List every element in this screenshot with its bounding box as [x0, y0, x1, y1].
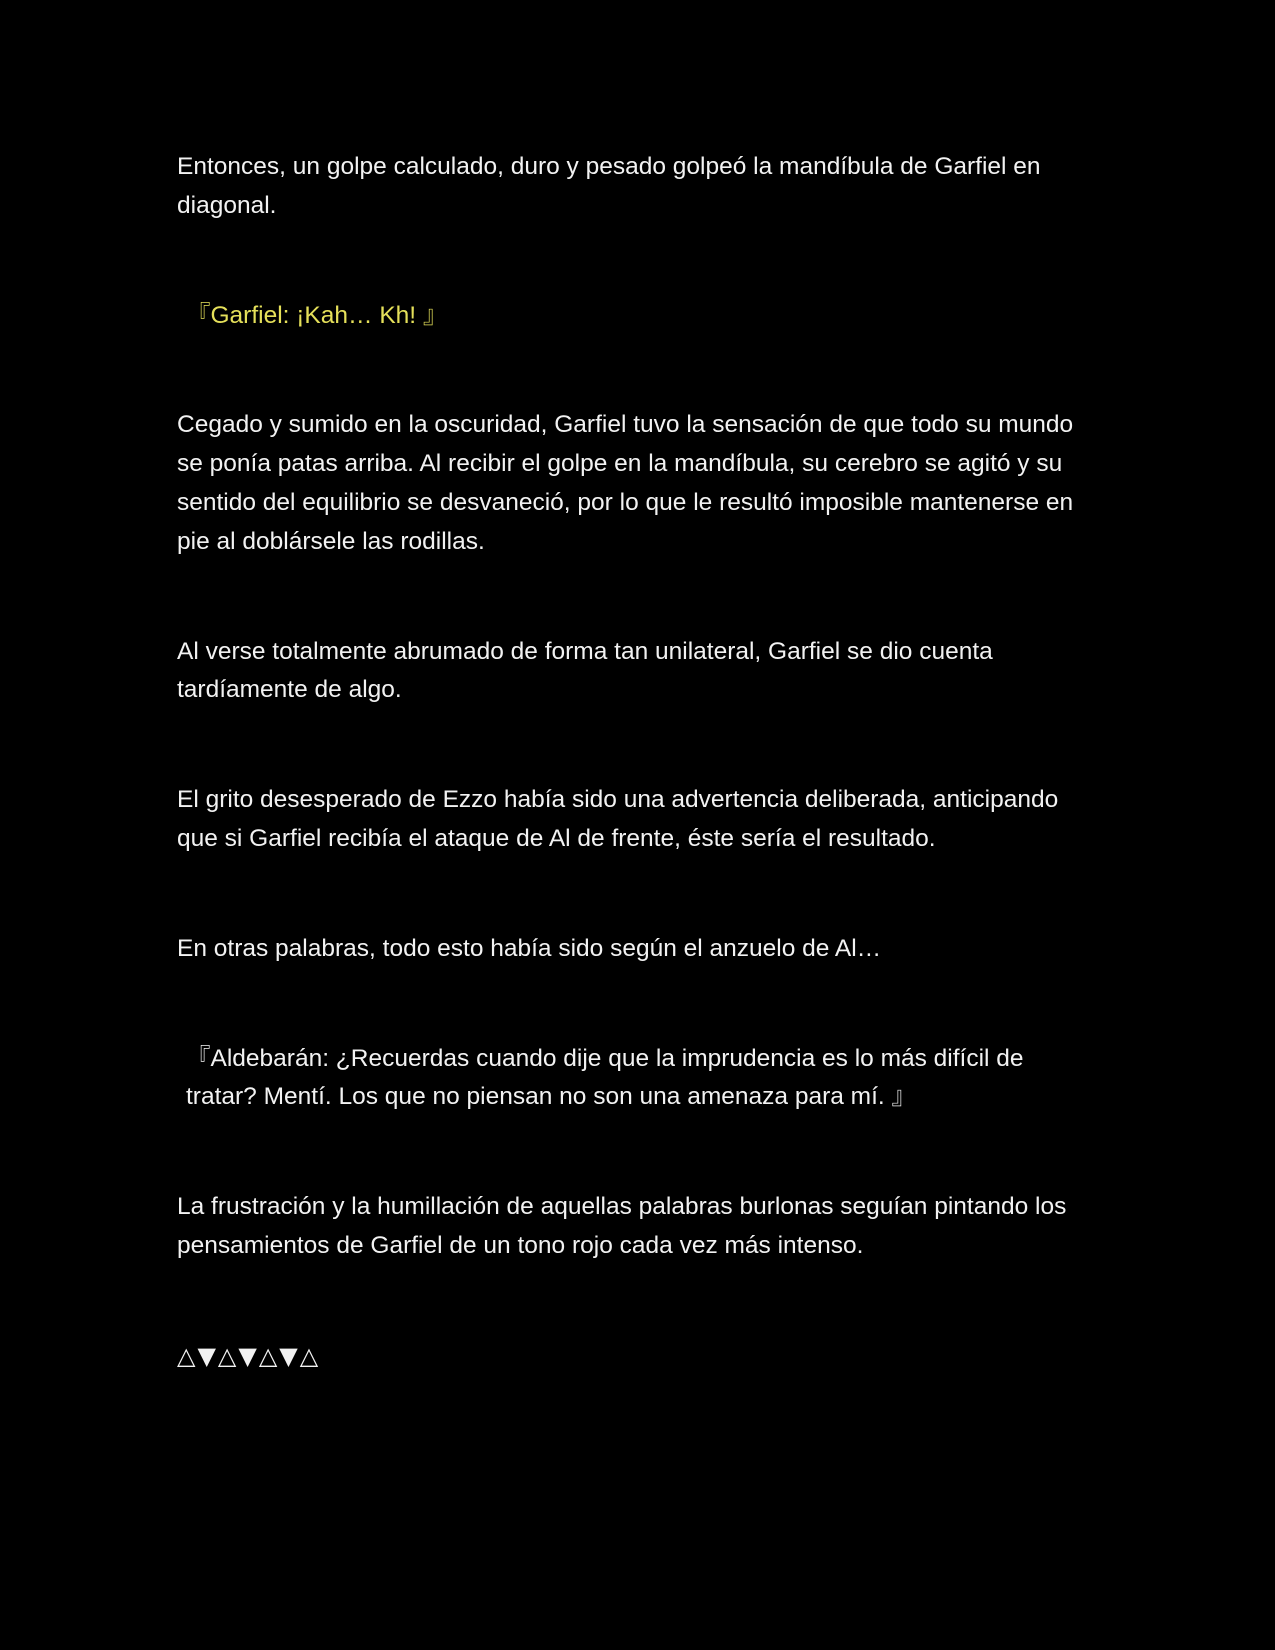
narration-paragraph-5: En otras palabras, todo esto había sido según el anzuelo de Al… — [177, 934, 882, 962]
dialogue-garfiel: 『Garfiel: ¡Kah… Kh! 』 — [186, 301, 448, 329]
document-body — [177, 148, 1097, 1447]
narration-paragraph-2: Cegado y sumido en la oscuridad, Garfiel tuvo la sensación de que todo su mundo se ponía patas arriba. Al recibir el golpe en la mandíbula, su cerebro se agitó y su sentido del equilibrio se desvaneció, por lo que le resultó imposible mantenerse en pie al doblársele las rodillas. — [177, 411, 1074, 555]
scene-separator: △▼△▼△▼△ — [177, 1341, 321, 1370]
dialogue-aldebaran: 『Aldebarán: ¿Recuerdas cuando dije que la imprudencia es lo más difícil de tratar? Mentí. Los que no piensan no son una amenaza para mí. 』 — [186, 1044, 1024, 1111]
narration-paragraph-6: La frustración y la humillación de aquellas palabras burlonas seguían pintando los pensamientos de Garfiel de un tono rojo cada vez más intenso. — [177, 1193, 1067, 1259]
narration-paragraph-4: El grito desesperado de Ezzo había sido una advertencia deliberada, anticipando que si Garfiel recibía el ataque de Al de frente, éste sería el resultado. — [177, 786, 1059, 852]
narration-paragraph-3: Al verse totalmente abrumado de forma tan unilateral, Garfiel se dio cuenta tardíamente de algo. — [177, 637, 993, 704]
narration-paragraph-1: Entonces, un golpe calculado, duro y pesado golpeó la mandíbula de Garfiel en diagonal. — [177, 153, 1041, 219]
